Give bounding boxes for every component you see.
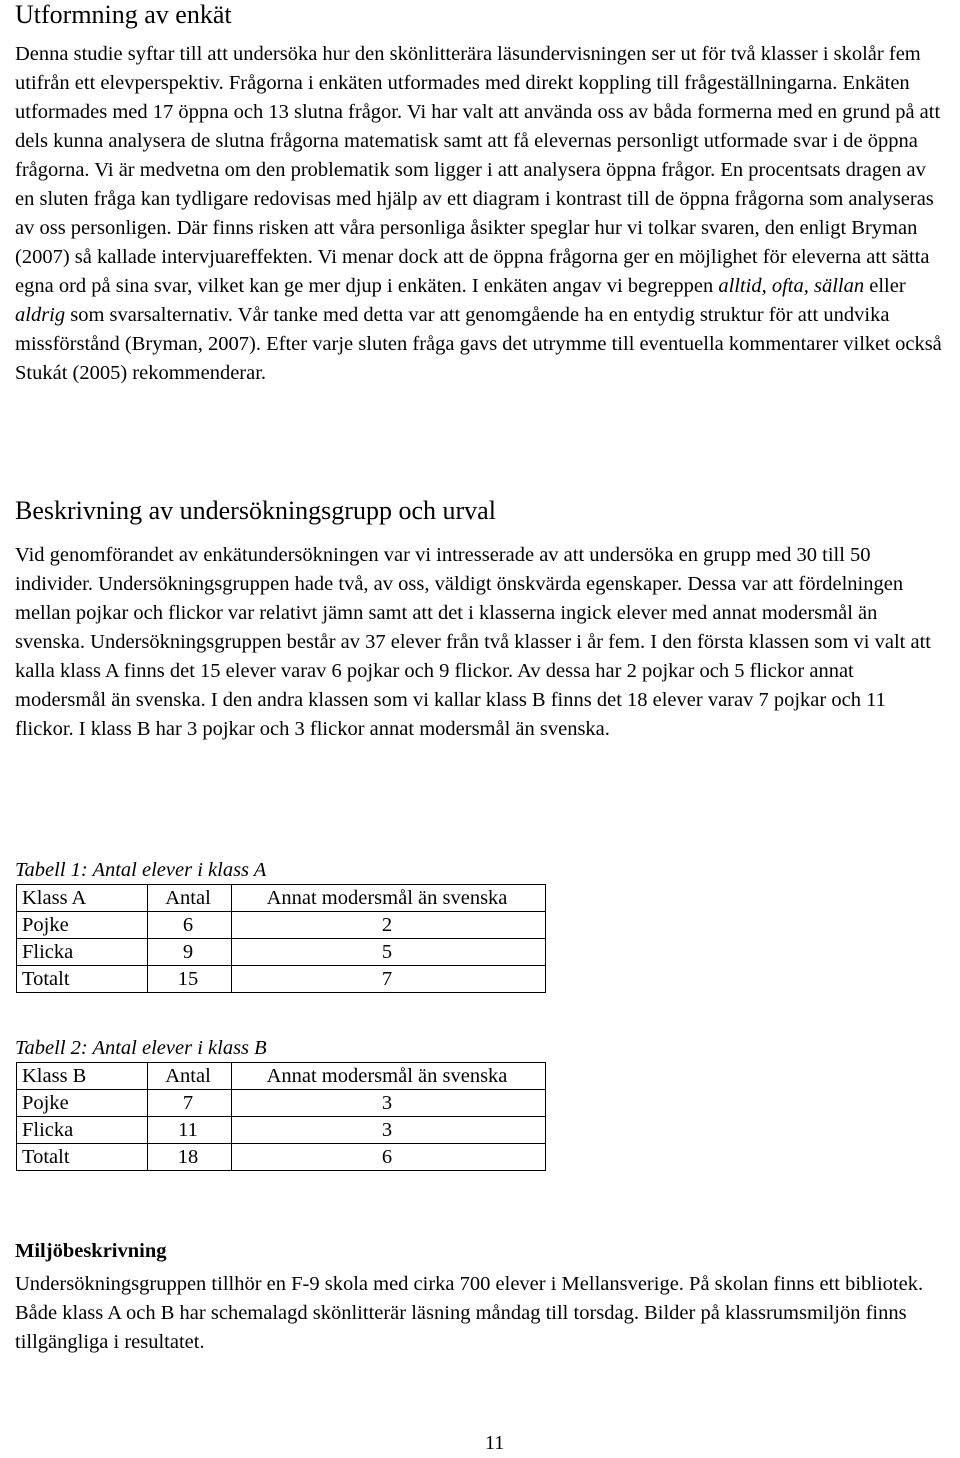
- table-cell: 18: [148, 1144, 232, 1171]
- table-cell: 7: [148, 1090, 232, 1117]
- table-cell: 11: [148, 1117, 232, 1144]
- section-heading-utformning: Utformning av enkät: [15, 0, 232, 29]
- table-cell: Totalt: [17, 966, 148, 993]
- table-cell: 6: [148, 912, 232, 939]
- table-header-row: [17, 1063, 546, 1090]
- table-row: [17, 1090, 546, 1117]
- table-caption-2: Tabell 2: Antal elever i klass B: [15, 1037, 267, 1059]
- paragraph-text: som svarsalternativ. Vår tanke med detta var att genomgående ha en entydig struktur för att undvika missförstånd (Bryman, 2007). Efter varje sluten fråga gavs det utrymme till eventuella kommentarer vilket också Stukát (2005) rekommenderar.: [15, 304, 942, 384]
- table-header-cell: Antal: [148, 885, 232, 912]
- table-cell: Flicka: [17, 1117, 148, 1144]
- table-header-cell: Klass A: [17, 885, 148, 912]
- paragraph-text: Denna studie syftar till att undersöka hur den skönlitterära läsundervisningen ser ut för två klasser i skolår fem utifrån ett elevperspektiv. Frågorna i enkäten utformades med direkt koppling till frågeställningarna. Enkäten utformades med 17 öppna och 13 slutna frågor. Vi har valt att använda oss av båda formerna med en grund på att dels kunna analysera de slutna frågorna matematisk samt att få elevernas personligt utformade svar i de öppna frågorna. Vi är medvetna om den problematik som ligger i att analysera öppna frågor. En procentsats dragen av en sluten fråga kan tydligare redovisas med hjälp av ett diagram i kontrast till de öppna frågorna som analyseras av oss personligen. Där finns risken att våra personliga åsikter speglar hur vi tolkar svaren, den enligt Bryman (2007) så kallade intervjuareffekten. Vi menar dock att de öppna frågorna ger en möjlighet för eleverna att sätta egna ord på sina svar, vilket kan ge mer djup i enkäten. I enkäten angav vi begreppen: [15, 43, 941, 297]
- table-header-cell: Annat modersmål än svenska: [232, 1063, 546, 1090]
- table-klass-a: [16, 884, 546, 993]
- table-cell: Pojke: [17, 912, 148, 939]
- page-number: 11: [485, 1432, 505, 1454]
- table-header-row: [17, 885, 546, 912]
- paragraph-utformning: [15, 40, 945, 388]
- table-cell: 5: [232, 939, 546, 966]
- paragraph-beskrivning: Vid genomförandet av enkätundersökningen var vi intresserade av att undersöka en grupp med 30 till 50 individer. Undersökningsgruppen hade två, av oss, väldigt önskvärda egenskaper. Dessa var att fördelningen mellan pojkar och flickor var relativt jämn samt att det i klasserna ingick elever med annat modersmål än svenska. Undersökningsgruppen består av 37 elever från två klasser i år fem. I den första klassen som vi valt att kalla klass A finns det 15 elever varav 6 pojkar och 9 flickor. Av dessa har 2 pojkar och 5 flickor annat modersmål än svenska. I den andra klassen som vi kallar klass B finns det 18 elever varav 7 pojkar och 11 flickor. I klass B har 3 pojkar och 3 flickor annat modersmål än svenska.: [15, 544, 931, 740]
- table-cell: 6: [232, 1144, 546, 1171]
- section-heading-miljo: Miljöbeskrivning: [15, 1240, 167, 1262]
- table-cell: 3: [232, 1117, 546, 1144]
- table-caption-1: Tabell 1: Antal elever i klass A: [15, 859, 267, 881]
- table-cell: 7: [232, 966, 546, 993]
- table-row: [17, 1144, 546, 1171]
- table-cell: 15: [148, 966, 232, 993]
- table-row: [17, 966, 546, 993]
- paragraph-miljo: Undersökningsgruppen tillhör en F-9 skola med cirka 700 elever i Mellansverige. På skolan finns ett bibliotek. Både klass A och B har schemalagd skönlitterär läsning måndag till torsdag. Bilder på klassrumsmiljön finns tillgängliga i resultatet.: [15, 1273, 924, 1353]
- table-row: [17, 912, 546, 939]
- emphasis-term: aldrig: [15, 304, 66, 326]
- table-header-cell: Klass B: [17, 1063, 148, 1090]
- emphasis-terms: alltid, ofta, sällan: [718, 275, 865, 297]
- table-klass-b: [16, 1062, 546, 1171]
- table-header-cell: Annat modersmål än svenska: [232, 885, 546, 912]
- table-cell: Totalt: [17, 1144, 148, 1171]
- table-cell: Pojke: [17, 1090, 148, 1117]
- table-row: [17, 939, 546, 966]
- table-cell: 2: [232, 912, 546, 939]
- table-cell: 3: [232, 1090, 546, 1117]
- table-header-cell: Antal: [148, 1063, 232, 1090]
- paragraph-text: eller: [864, 275, 906, 297]
- section-heading-beskrivning: Beskrivning av undersökningsgrupp och urval: [15, 496, 496, 525]
- table-row: [17, 1117, 546, 1144]
- table-cell: 9: [148, 939, 232, 966]
- table-cell: Flicka: [17, 939, 148, 966]
